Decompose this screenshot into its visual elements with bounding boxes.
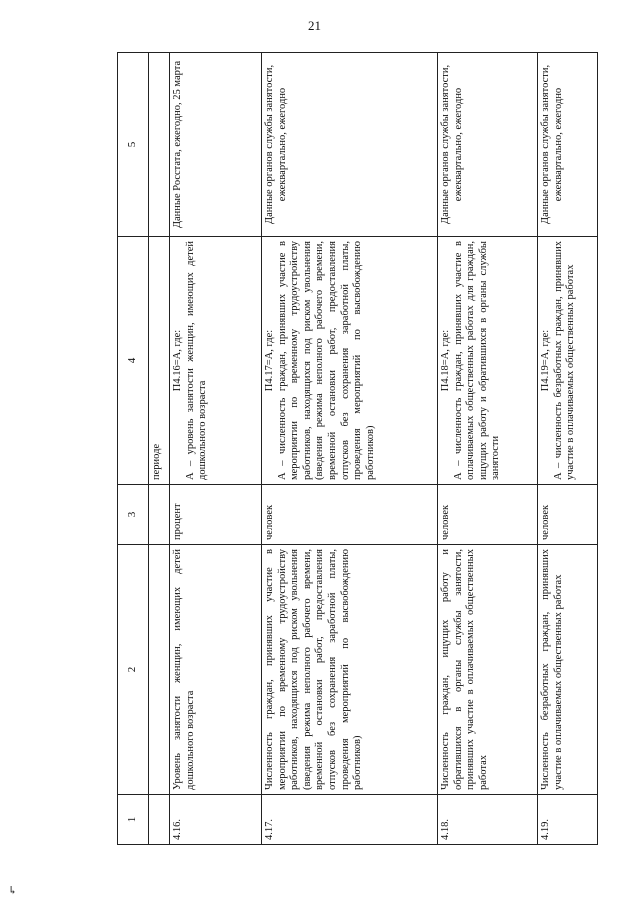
- table-header-row: [118, 53, 149, 845]
- row-number: 4.17.: [262, 795, 438, 845]
- source-cell: Данные органов службы занятости, ежеквартально, ежегодно: [262, 53, 438, 237]
- formula-cell: [170, 237, 262, 485]
- formula-title: П4.18=А, где:: [440, 329, 451, 392]
- header-col-2: 2: [118, 545, 149, 795]
- indicators-table: [117, 52, 598, 845]
- unit-cell: человек: [262, 485, 438, 545]
- indicator-cell: Уровень занятости женщин, имеющих детей дошкольного возраста: [170, 545, 262, 795]
- indicator-cell: Численность граждан, ищущих работу и обратившихся в органы службы занятости, принявших участие в оплачиваемых общественных работах: [438, 545, 538, 795]
- cont-cell-1: [149, 795, 170, 845]
- formula-title: П4.19=А, где:: [540, 329, 551, 392]
- table-row: [538, 53, 598, 845]
- rotated-table-area: [117, 53, 589, 845]
- indicator-cell: Численность безработных граждан, принявших участие в оплачиваемых общественных работах: [538, 545, 598, 795]
- indicator-cell: Численность граждан, принявших участие в мероприятии по временному трудоустройству работников, находящихся под риском увольнения (введения режима неполного рабочего времени, временной остановки работ, предоставления отпусков без сохранения заработной платы, проведения мероприятий по высвобождению работников): [262, 545, 438, 795]
- source-cell: Данные органов службы занятости, ежеквартально, ежегодно: [438, 53, 538, 237]
- table-row: [170, 53, 262, 845]
- page-number: 21: [308, 18, 321, 33]
- unit-cell: человек: [538, 485, 598, 545]
- header-col-3: 3: [118, 485, 149, 545]
- source-cell: Данные органов службы занятости, ежеквартально, ежегодно: [538, 53, 598, 237]
- continuation-row: [149, 53, 170, 845]
- unit-cell: человек: [438, 485, 538, 545]
- cont-cell-2: [149, 545, 170, 795]
- formula-description: А – численность граждан, принявших участие в мероприятии по временному трудоустройству работников, находящихся под риском увольнения (введения режима неполного рабочего времени, временной остановки работ, предоставления отпусков без сохранения заработной платы, проведения мероприятий по высвобождению работников): [276, 241, 376, 480]
- table-row: [438, 53, 538, 845]
- formula-cell: [438, 237, 538, 485]
- formula-title: П4.16=А, где:: [172, 329, 183, 392]
- formula-description: А – численность безработных граждан, принявших участие в оплачиваемых общественных работах: [552, 241, 577, 480]
- cont-cell-5: [149, 53, 170, 237]
- unit-cell: процент: [170, 485, 262, 545]
- formula-title: П4.17=А, где:: [264, 329, 275, 392]
- cont-cell-4: периоде: [149, 237, 170, 485]
- row-number: 4.19.: [538, 795, 598, 845]
- formula-description: А – уровень занятости женщин, имеющих детей дошкольного возраста: [184, 241, 209, 480]
- corner-mark: ↳: [8, 885, 18, 897]
- formula-cell: [262, 237, 438, 485]
- rotated-table-container: [117, 53, 589, 845]
- cont-cell-3: [149, 485, 170, 545]
- formula-cell: [538, 237, 598, 485]
- table-row: [262, 53, 438, 845]
- row-number: 4.16.: [170, 795, 262, 845]
- header-col-5: 5: [118, 53, 149, 237]
- formula-description: А – численность граждан, принявших участие в оплачиваемых общественных работах для граждан, ищущих работу и обратившихся в органы службы занятости: [452, 241, 502, 480]
- source-cell: Данные Росстата, ежегодно, 25 марта: [170, 53, 262, 237]
- row-number: 4.18.: [438, 795, 538, 845]
- header-col-4: 4: [118, 237, 149, 485]
- header-col-1: 1: [118, 795, 149, 845]
